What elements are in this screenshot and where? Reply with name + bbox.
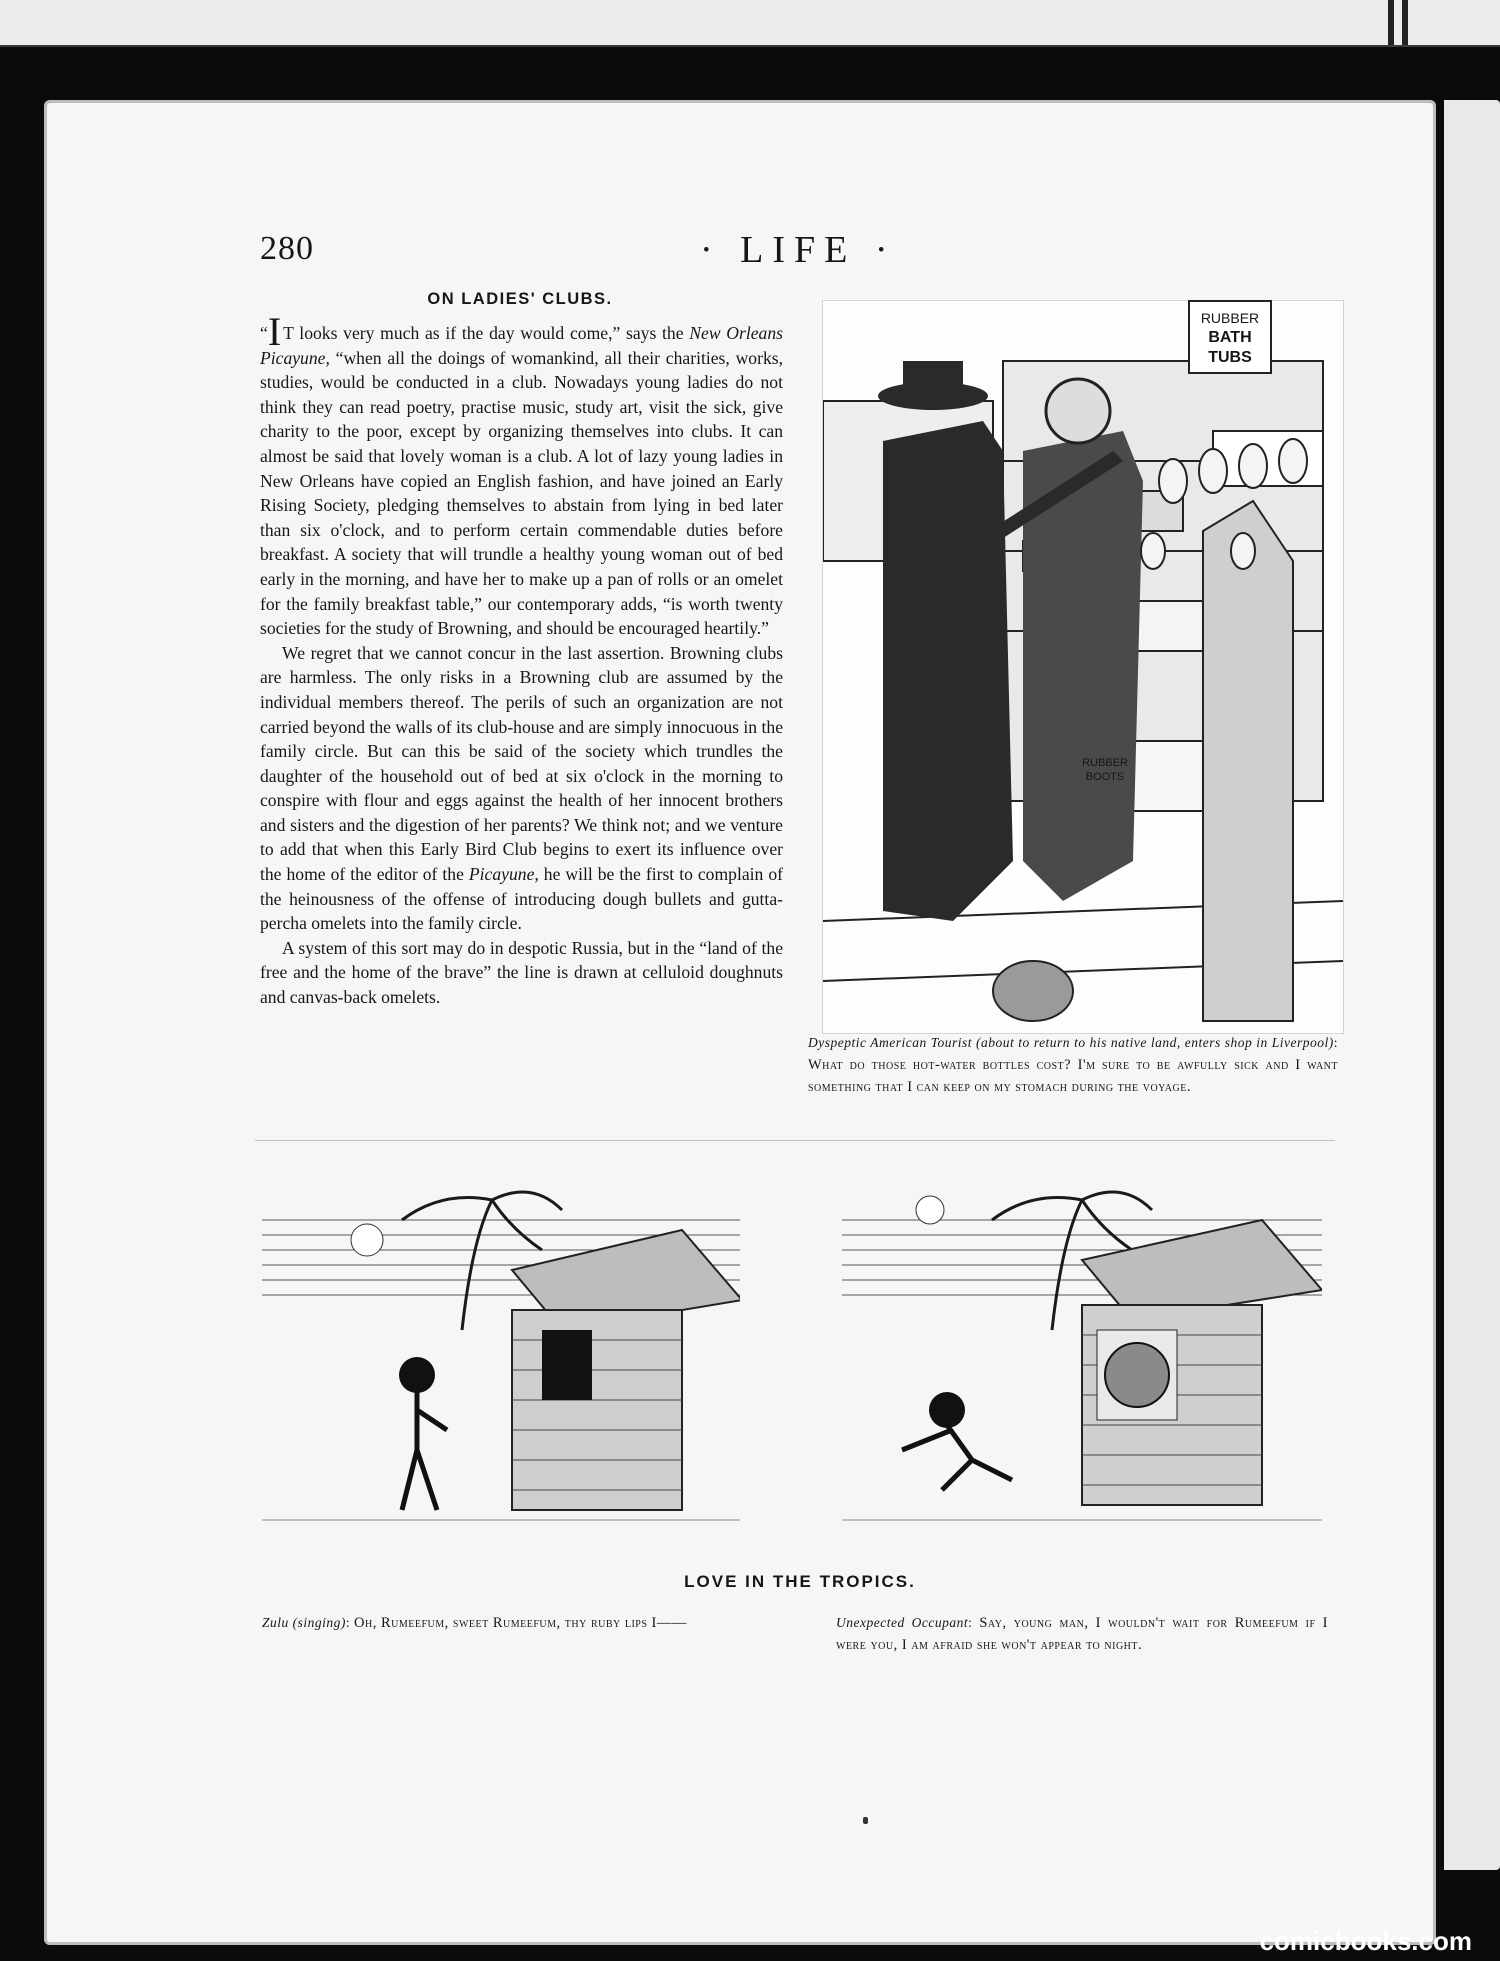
caption-separator: : <box>968 1615 973 1630</box>
paragraph-text: “when all the doings of womankind, all their charities, works, studies, would be conducted in a club. Nowadays young ladies do not think they can read poetry, practise music, study art, visit the sick, give charity to the poor, except by organizing themselves into clubs. It can almost be said that lovely woman is a club. A lot of lazy young ladies in New Orleans have copied an English fashion, and have joined an Early Rising Society, pledging themselves to abstain from lying in bed later than six o'clock, and to perform certain commendable duties before breakfast. A society that will trundle a healthy young woman out of bed early in the morning, and have her to make up a pan of rolls or an omelet for the family breakfast table,” our contemporary adds, “is worth twenty societies for the study of Browning, and should be encouraged heartily.” <box>260 347 783 639</box>
sign-text-top: RUBBER <box>1200 310 1260 326</box>
shop-illustration <box>822 300 1344 1034</box>
tropics-caption-left <box>262 1612 712 1634</box>
tropics-caption-right <box>836 1612 1328 1656</box>
drop-cap: I <box>267 309 282 354</box>
tropics-title: LOVE IN THE TROPICS. <box>684 1572 916 1591</box>
caption-speaker: Dyspeptic American Tourist <box>808 1035 973 1050</box>
caption-dialog: What do those hot-water bottles cost? I'm sure to be awfully sick and I want something that I can keep on my stomach during the voyage. <box>808 1057 1338 1095</box>
article-body <box>260 309 783 1010</box>
open-quote: “ <box>260 323 268 343</box>
paragraph-text: We regret that we cannot concur in the last assertion. Browning clubs are harmless. The only risks in a Browning club are assumed by the individual members thereof. The perils of such an organization are not carried beyond the walls of its club-house and are simply innocuous in the family circle. But can this be said of the society which trundles the daughter of the household out of bed at six o'clock in the morning to conspire with flour and eggs against the health of her innocent brothers and sisters and the digestion of her parents? We think not; and we venture to add that when this Early Bird Club begins to exert its influence over the home of the editor of the <box>260 642 783 885</box>
paragraph-italic: New Orleans Picayune, <box>260 323 783 368</box>
paragraph-italic: Picayune, <box>468 864 539 885</box>
tropics-panel-left <box>262 1180 740 1540</box>
caption-stage-direction: (about to return to his native land, enters shop in Liverpool) <box>976 1035 1334 1050</box>
paragraph-text: T looks very much as if the day would come,” says the <box>283 323 690 343</box>
page-mark <box>863 1817 868 1824</box>
tropics-panel-right <box>842 1180 1322 1540</box>
bath-tubs-sign <box>1188 300 1272 374</box>
masthead: · LIFE · <box>700 229 897 271</box>
caption-dialog: Oh, Rumeefum, sweet Rumeefum, thy ruby lips I—— <box>354 1615 687 1631</box>
adjacent-page-edge <box>1440 100 1500 1870</box>
article-title: ON LADIES' CLUBS. <box>427 290 613 308</box>
caption-separator: : <box>1333 1035 1339 1050</box>
sign-text-bottom: BATH TUBS <box>1208 329 1252 366</box>
paragraph-text: he will be the first to complain of the heinousness of the offense of introducing dough bullets and gutta-percha omelets into the family circle. <box>260 864 783 934</box>
caption-stage-direction: (singing) <box>292 1615 346 1630</box>
caption-speaker: Zulu <box>262 1615 289 1630</box>
section-divider <box>255 1140 1335 1141</box>
box-label-line: BOOTS <box>1085 771 1125 783</box>
page-number: 280 <box>260 230 314 267</box>
article-paragraph: A system of this sort may do in despotic Russia, but in the “land of the free and the home of the brave” the line is drawn at celluloid doughnuts and canvas-back omelets. <box>260 937 783 1008</box>
article-paragraph <box>260 309 783 641</box>
previous-page-strip <box>0 0 1500 47</box>
strip-edge <box>1402 0 1408 45</box>
rubber-boots-box-label <box>1060 756 1150 784</box>
watermark: comicbooks.com <box>1259 1926 1472 1956</box>
box-label-line: RUBBER <box>1082 757 1128 769</box>
article-paragraph <box>260 641 783 936</box>
caption-dialog: Say, young man, I wouldn't wait for Rumeefum if I were you, I am afraid she won't appear to night. <box>836 1615 1329 1653</box>
caption-separator: : <box>345 1615 351 1630</box>
strip-edge <box>1388 0 1394 45</box>
shop-caption <box>808 1032 1338 1098</box>
caption-speaker: Unexpected Occupant <box>836 1615 969 1630</box>
